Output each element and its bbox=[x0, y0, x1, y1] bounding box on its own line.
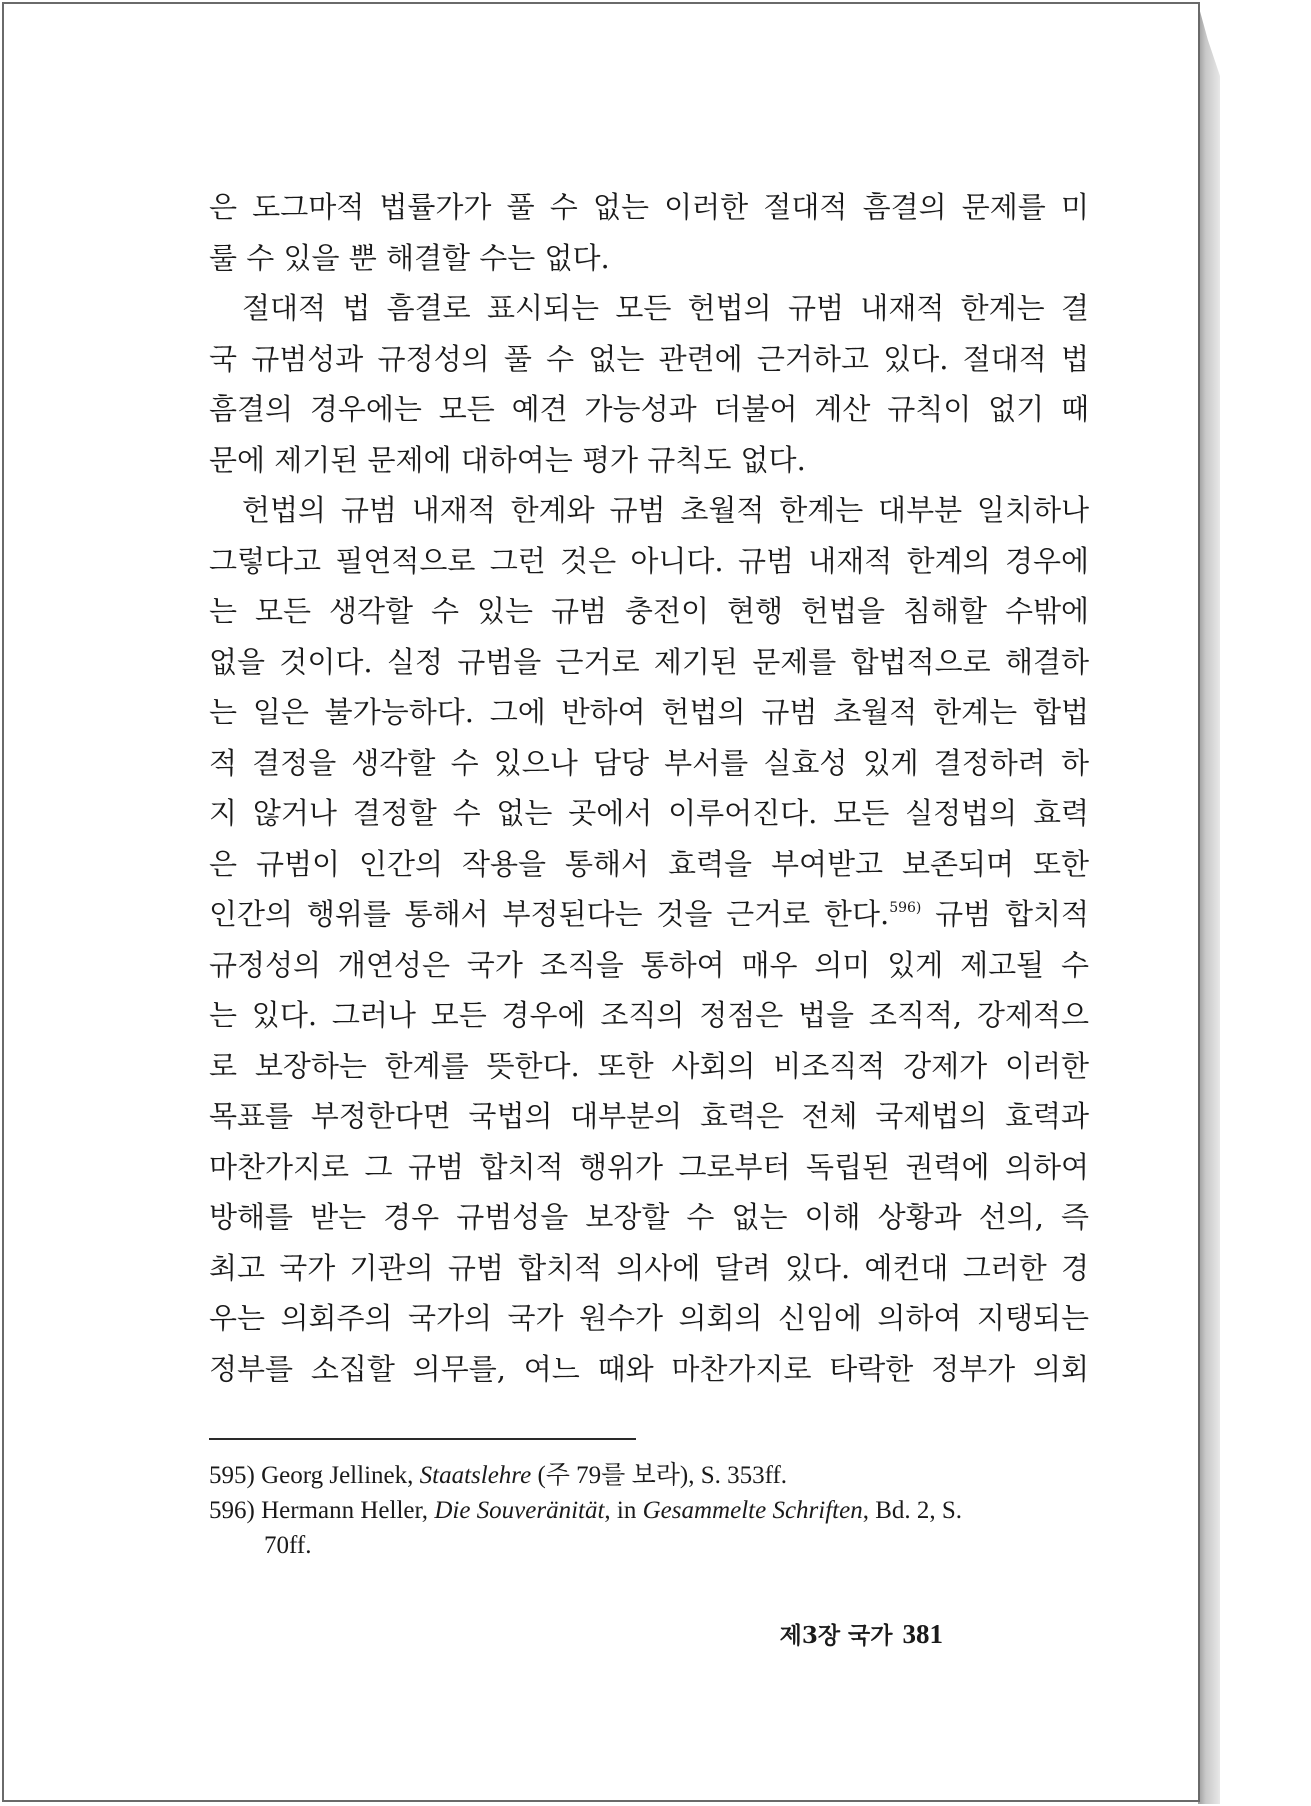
book-page bbox=[2, 2, 1200, 1802]
text-line-with-footnote bbox=[209, 889, 1089, 940]
footnote-596 bbox=[209, 1493, 1089, 1528]
text-line: 은 규범이 인간의 작용을 통해서 효력을 부여받고 보존되며 또한 bbox=[209, 846, 1089, 881]
text-line: 국 규범성과 규정성의 풀 수 없는 관련에 근거하고 있다. 절대적 법 bbox=[209, 341, 1089, 376]
line-text-tail: 규범 합치적 bbox=[921, 897, 1089, 931]
footnote-title: Die Souveränität bbox=[434, 1497, 605, 1524]
footnote-text: , Bd. 2, S. bbox=[862, 1497, 963, 1524]
text-line: 흠결의 경우에는 모든 예견 가능성과 더불어 계산 규칙이 없기 때 bbox=[209, 392, 1089, 426]
text-line: 방해를 받는 경우 규범성을 보장할 수 없는 이해 상황과 선의, 즉 bbox=[209, 1200, 1089, 1234]
footnote-text: (주 79를 보라), S. 353ff. bbox=[531, 1462, 788, 1489]
text-line: 정부를 소집할 의무를, 여느 때와 마찬가지로 타락한 정부가 의회 bbox=[209, 1351, 1089, 1386]
text-line: 로 보장하는 한계를 뜻한다. 또한 사회의 비조직적 강제가 이러한 bbox=[209, 1048, 1089, 1083]
footnote-596-continuation: 70ff. bbox=[264, 1532, 312, 1559]
text-line: 없을 것이다. 실정 규범을 근거로 제기된 문제를 합법적으로 해결하 bbox=[209, 644, 1089, 679]
text-line: 헌법의 규범 내재적 한계와 규범 초월적 한계는 대부분 일치하나 bbox=[242, 493, 1089, 527]
footnotes bbox=[209, 1458, 1089, 1563]
footnote-ref-596: 596) bbox=[889, 900, 922, 916]
footnote-number: 596) bbox=[209, 1497, 255, 1524]
text-line: 는 일은 불가능하다. 그에 반하여 헌법의 규범 초월적 한계는 합법 bbox=[209, 695, 1089, 729]
line-text: 인간의 행위를 통해서 부정된다는 것을 근거로 한다. bbox=[209, 897, 890, 931]
footnote-595 bbox=[209, 1458, 1089, 1493]
text-line: 은 도그마적 법률가가 풀 수 없는 이러한 절대적 흠결의 문제를 미 bbox=[209, 190, 1089, 224]
chapter-title: 제3장 국가 bbox=[779, 1622, 893, 1649]
text-line: 는 모든 생각할 수 있는 규범 충전이 현행 헌법을 침해할 수밖에 bbox=[209, 594, 1089, 628]
footnote-text: Georg Jellinek, bbox=[254, 1462, 420, 1489]
text-line: 그렇다고 필연적으로 그런 것은 아니다. 규범 내재적 한계의 경우에 bbox=[209, 543, 1089, 578]
footnote-divider bbox=[209, 1438, 636, 1440]
text-line: 최고 국가 기관의 규범 합치적 의사에 달려 있다. 예컨대 그러한 경 bbox=[209, 1250, 1089, 1285]
running-footer bbox=[780, 1617, 943, 1650]
text-line: 마찬가지로 그 규범 합치적 행위가 그로부터 독립된 권력에 의하여 bbox=[209, 1149, 1089, 1184]
footnote-text: Hermann Heller, bbox=[254, 1497, 435, 1524]
footnote-title: Gesammelte Schriften bbox=[642, 1497, 863, 1524]
page-number: 381 bbox=[902, 1619, 943, 1649]
footnote-number: 595) bbox=[209, 1462, 255, 1489]
body-text bbox=[209, 182, 1089, 1394]
text-line: 목표를 부정한다면 국법의 대부분의 효력은 전체 국제법의 효력과 bbox=[209, 1099, 1089, 1133]
footnote-title: Staatslehre bbox=[419, 1462, 532, 1489]
footnote-text: , in bbox=[604, 1497, 643, 1524]
text-line: 우는 의회주의 국가의 국가 원수가 의회의 신임에 의하여 지탱되는 bbox=[209, 1301, 1089, 1335]
text-line: 지 않거나 결정할 수 없는 곳에서 이루어진다. 모든 실정법의 효력 bbox=[209, 796, 1089, 830]
text-line: 문에 제기된 문제에 대하여는 평가 규칙도 없다. bbox=[209, 442, 806, 477]
text-line: 적 결정을 생각할 수 있으나 담당 부서를 실효성 있게 결정하려 하 bbox=[209, 745, 1089, 780]
text-line: 는 있다. 그러나 모든 경우에 조직의 정점은 법을 조직적, 강제적으 bbox=[209, 998, 1089, 1032]
page-edge-shadow bbox=[1198, 4, 1220, 1804]
text-line: 절대적 법 흠결로 표시되는 모든 헌법의 규범 내재적 한계는 결 bbox=[242, 291, 1089, 325]
text-line: 규정성의 개연성은 국가 조직을 통하여 매우 의미 있게 제고될 수 bbox=[209, 947, 1089, 982]
text-line: 룰 수 있을 뿐 해결할 수는 없다. bbox=[209, 240, 610, 275]
